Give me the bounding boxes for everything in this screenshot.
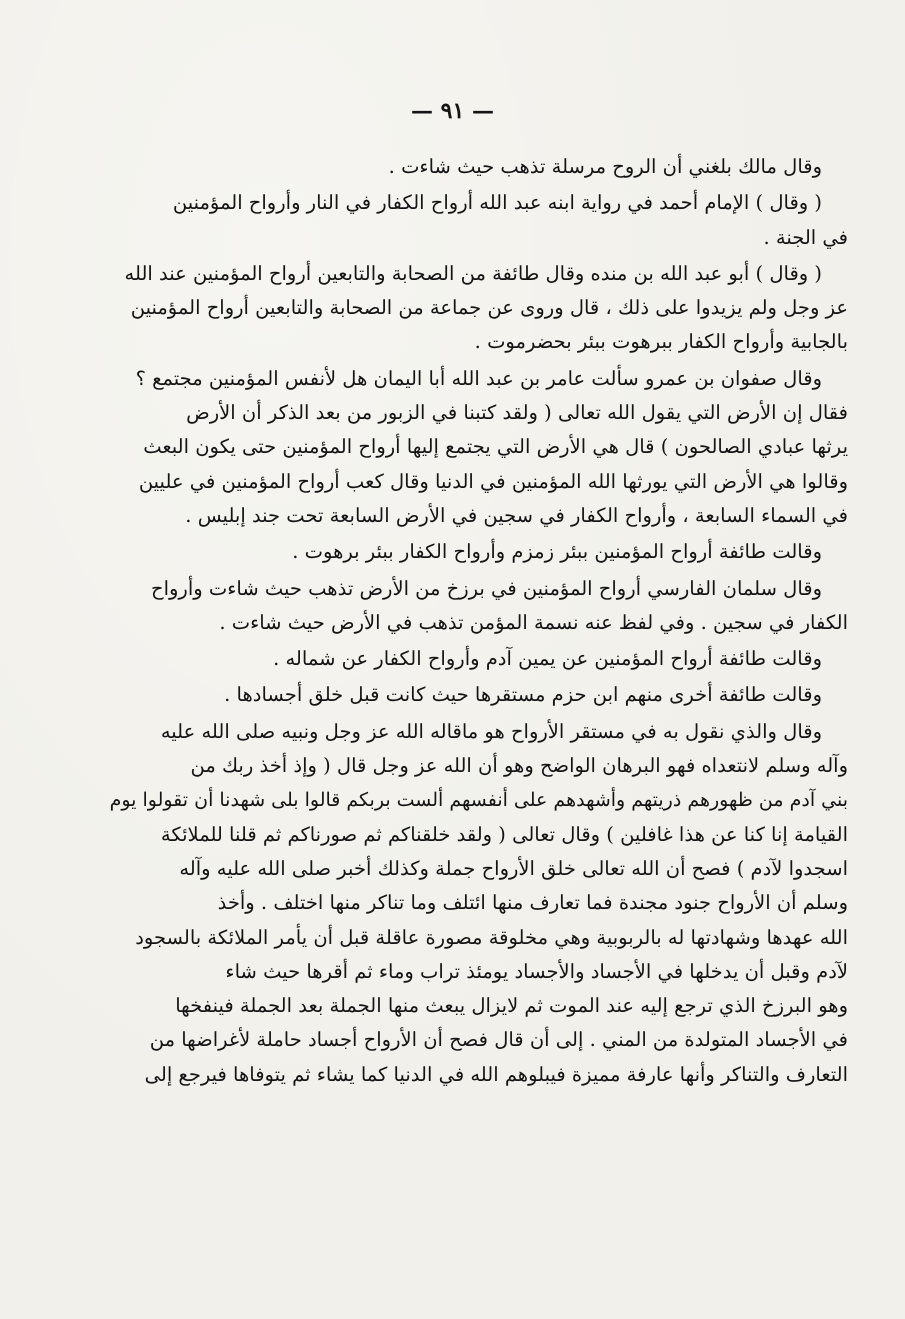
text-line: لآدم وقبل أن يدخلها في الأجساد والأجساد يومئذ تراب وماء ثم أقرها حيث شاء [225, 959, 848, 983]
paragraph [110, 362, 848, 533]
text-line: وقالت طائفة أرواح المؤمنين ببئر زمزم وأرواح الكفار ببئر برهوت . [292, 540, 822, 564]
text-line: وقال مالك بلغني أن الروح مرسلة تذهب حيث شاءت . [388, 155, 822, 178]
text-line: القيامة إنا كنا عن هذا غافلين ) وقال تعالى ( ولقد خلقناكم ثم صورناكم ثم قلنا للملائكة [160, 822, 848, 846]
text-line: بني آدم من ظهورهم ذريتهم وأشهدهم على أنفسهم ألست بربكم قالوا بلى شهدنا أن تقولوا يوم [110, 789, 848, 812]
text-line: وهو البرزخ الذي ترجع إليه عند الموت ثم لايزال يبعث منها الجملة بعد الجملة فينفخها [175, 994, 848, 1018]
text-line: يرثها عبادي الصالحون ) قال هي الأرض التي يجتمع إليها أرواح المؤمنين حتى يكون البعث [143, 435, 848, 459]
paragraph [110, 715, 848, 1092]
paragraph [110, 150, 848, 184]
text-line: اسجدوا لآدم ) فصح أن الله تعالى خلق الأرواح جملة وكذلك أخبر صلى الله عليه وآله [179, 856, 848, 880]
text-line: في السماء السابعة ، وأرواح الكفار في سجين في الأرض السابعة تحت جند إبليس . [185, 503, 848, 527]
text-line: ( وقال ) الإمام أحمد في رواية ابنه عبد الله أرواح الكفار في النار وأرواح المؤمنين [172, 191, 822, 215]
body-text [110, 150, 848, 1094]
text-line: وآله وسلم لانتعداه فهو البرهان الواضح وهو أن الله عز وجل قال ( وإذ أخذ ربك من [190, 754, 848, 778]
paragraph [110, 642, 848, 676]
page-number: — ٩١ — [411, 98, 494, 124]
text-line: في الأجساد المتولدة من المني . إلى أن قال فصح أن الأرواح أجساد حاملة لأغراضها من [149, 1028, 848, 1052]
paragraph [110, 572, 848, 641]
text-line: وسلم أن الأرواح جنود مجندة فما تعارف منها ائتلف وما تناكر منها اختلف . وأخذ [217, 891, 848, 915]
paragraph [110, 257, 848, 360]
paragraph [110, 535, 848, 569]
paragraph [110, 186, 848, 255]
paragraph [110, 678, 848, 712]
text-line: فقال إن الأرض التي يقول الله تعالى ( ولقد كتبنا في الزبور من بعد الذكر أن الأرض [186, 401, 848, 425]
text-line: التعارف والتناكر وأنها عارفة مميزة فيبلوهم الله في الدنيا كما يشاء ثم يتوفاها فيرجع إلى [144, 1062, 848, 1086]
text-line: وقال سلمان الفارسي أرواح المؤمنين في برزخ من الأرض تذهب حيث شاءت وأرواح [151, 576, 822, 600]
text-line: وقالت طائفة أرواح المؤمنين عن يمين آدم وأرواح الكفار عن شماله . [273, 647, 822, 671]
text-line: عز وجل ولم يزيدوا على ذلك ، قال وروى عن جماعة من الصحابة والتابعين أرواح المؤمنين [130, 296, 848, 320]
text-line: وقال صفوان بن عمرو سألت عامر بن عبد الله أبا اليمان هل لأنفس المؤمنين مجتمع ؟ [135, 366, 822, 390]
text-line: وقالت طائفة أخرى منهم ابن حزم مستقرها حيث كانت قبل خلق أجسادها . [224, 683, 822, 707]
text-line: الله عهدها وشهادتها له بالربوبية وهي مخلوقة مصورة عاقلة قبل أن يأمر الملائكة بالسجود [135, 925, 848, 949]
text-line: وقالوا هي الأرض التي يورثها الله المؤمنين في الدنيا وقال كعب أرواح المؤمنين في عليين [138, 469, 848, 493]
text-line: بالجابية وأرواح الكفار ببرهوت ببئر بحضرموت . [474, 330, 848, 354]
text-line: وقال والذي نقول به في مستقر الأرواح هو ماقاله الله عز وجل ونبيه صلى الله عليه [160, 719, 822, 743]
text-line: في الجنة . [763, 225, 848, 249]
text-line: ( وقال ) أبو عبد الله بن منده وقال طائفة من الصحابة والتابعين أرواح المؤمنين عند الله [124, 261, 822, 285]
text-line: الكفار في سجين . وفي لفظ عنه نسمة المؤمن تذهب في الأرض حيث شاءت . [219, 610, 848, 634]
